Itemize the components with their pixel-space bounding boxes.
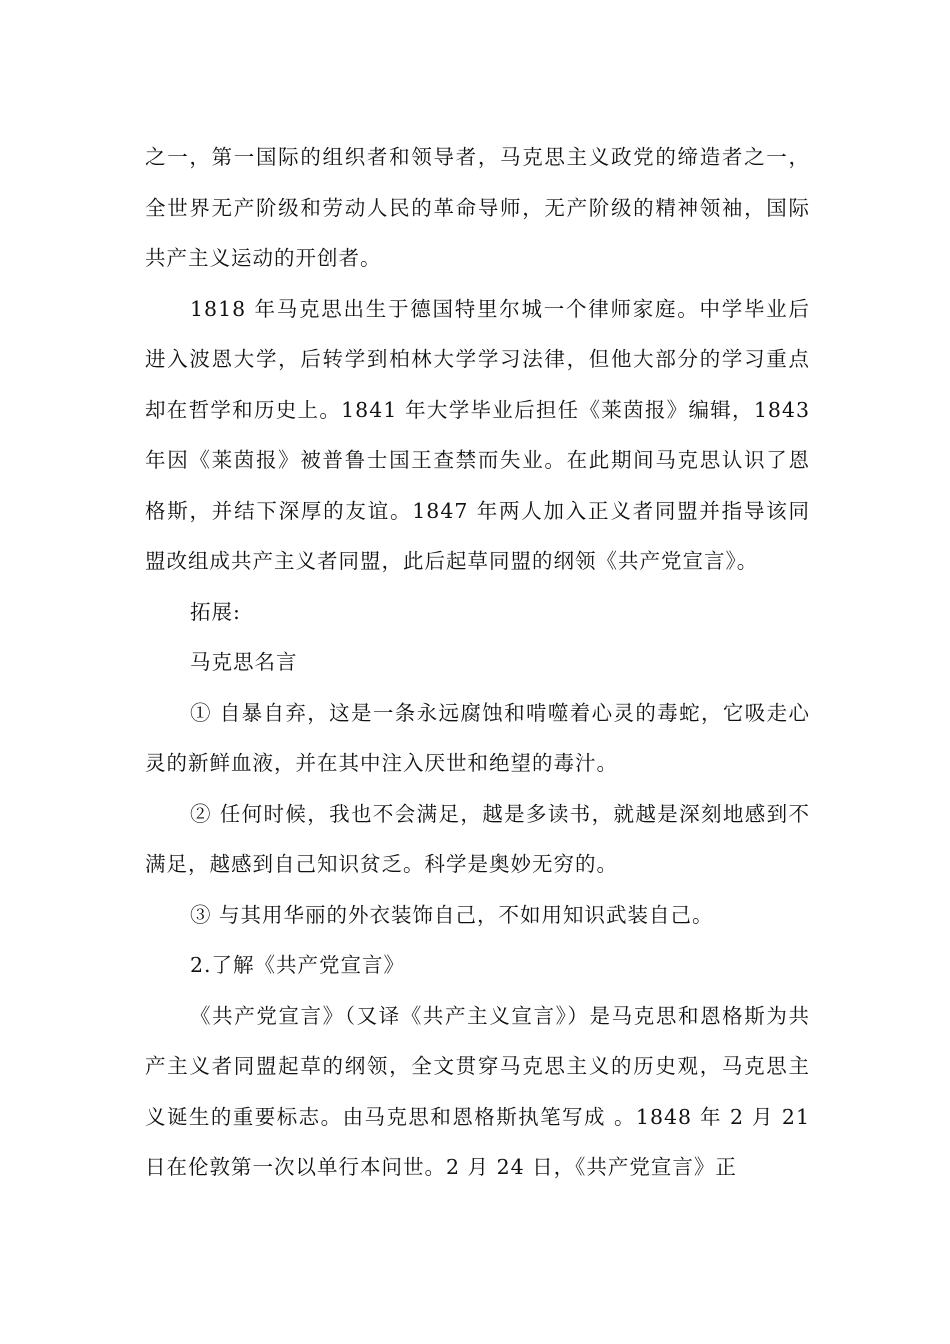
paragraph-marx-titles: 之一，第一国际的组织者和领导者，马克思主义政党的缔造者之一，全世界无产阶级和劳动人民的革命导师，无产阶级的精神领袖，国际共产主义运动的开创者。 [145, 145, 810, 270]
heading-marx-quotes: 马克思名言 [190, 650, 298, 674]
body-text [145, 132, 810, 1193]
paragraph-manifesto: 《共产党宣言》（又译《共产主义宣言》）是马克思和恩格斯为共产主义者同盟起草的纲领，全文贯穿马克思主义的历史观，马克思主义诞生的重要标志。由马克思和恩格斯执笔写成 。1848 年 2 月 21 日在伦敦第一次以单行本问世。2 月 24 日，《共产党宣言》正 [145, 1003, 810, 1179]
paragraph-marx-biography: 1818 年马克思出生于德国特里尔城一个律师家庭。中学毕业后进入波恩大学，后转学到柏林大学学习法律，但他大部分的学习重点却在哲学和历史上。1841 年大学毕业后担任《莱茵报》编辑，1843 年因《莱茵报》被普鲁士国王查禁而失业。在此期间马克思认识了恩格斯，并结下深厚的友谊。1847 年两人加入正义者同盟并指导该同盟改组成共产主义者同盟，此后起草同盟的纲领《共产党宣言》。 [145, 296, 810, 573]
section-heading-manifesto: 2.了解《共产党宣言》 [190, 953, 406, 977]
section-label-extension: 拓展: [190, 599, 241, 624]
quote-item-3: ③ 与其用华丽的外衣装饰自己，不如用知识武装自己。 [190, 902, 714, 927]
quote-item-2: ② 任何时候，我也不会满足，越是多读书，就越是深刻地感到不满足，越感到自己知识贫乏。科学是奥妙无穷的。 [145, 801, 810, 876]
quote-item-1: ① 自暴自弃，这是一条永远腐蚀和啃噬着心灵的毒蛇，它吸走心灵的新鲜血液，并在其中注入厌世和绝望的毒汁。 [145, 700, 810, 775]
